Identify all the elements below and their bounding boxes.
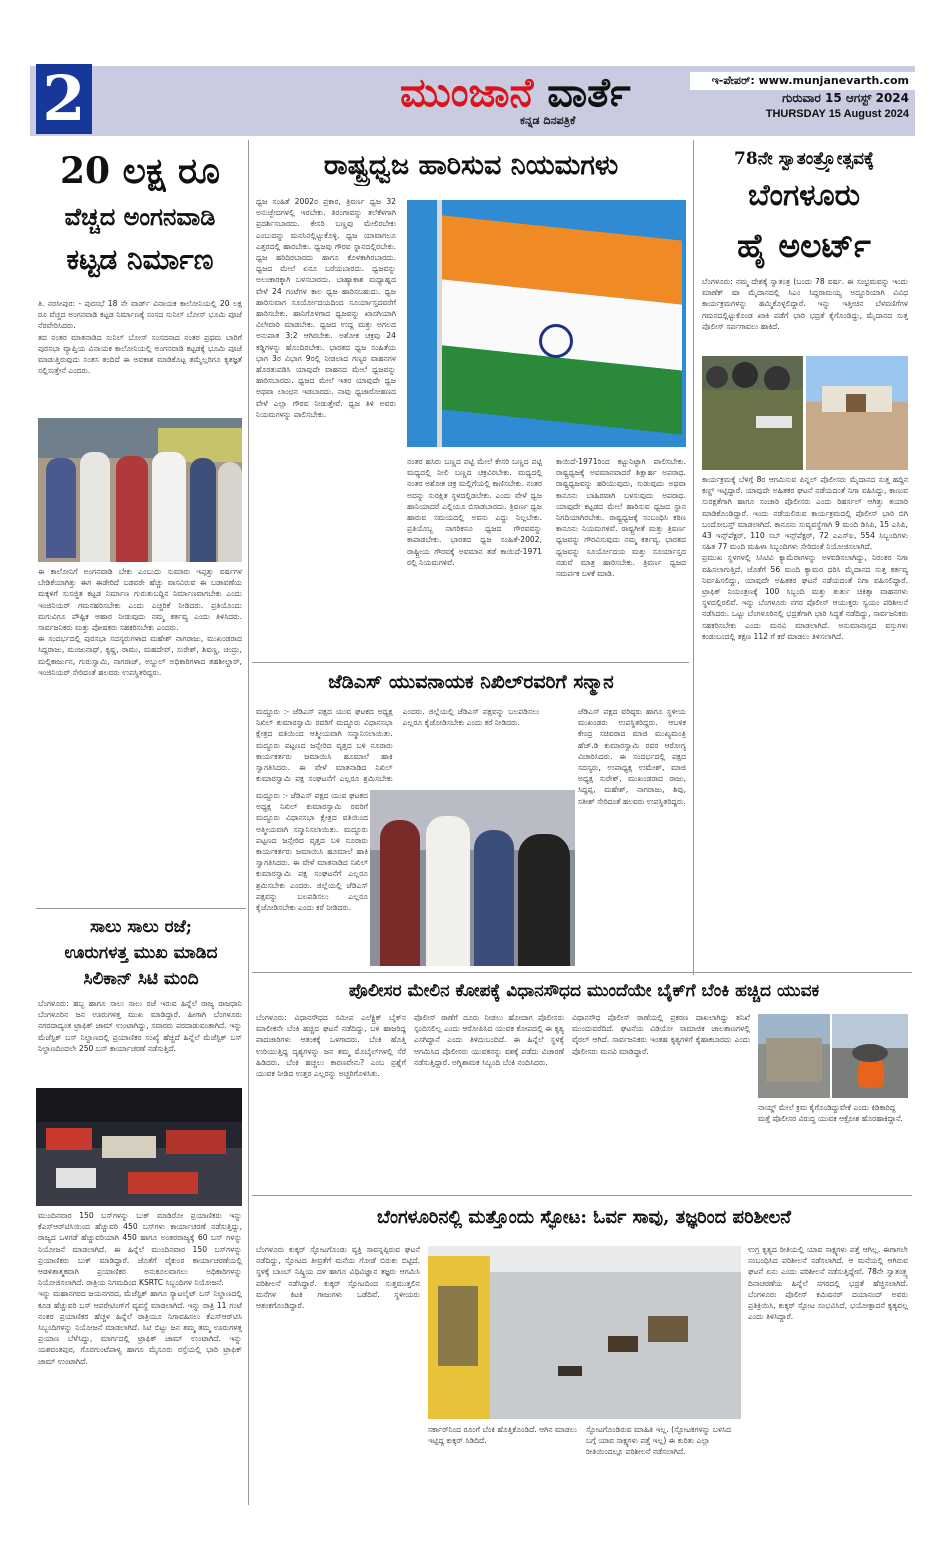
holiday-body: [38, 1210, 242, 1505]
brand-part-1: ಮುಂಜಾನೆ: [400, 70, 534, 116]
alert-para-3: ಪ್ರಮುಖ ಸ್ಥಳಗಳಲ್ಲಿ ಸಿಸಿಟಿವಿ ಕ್ಯಾಮೆರಾಗಳನ್ನು ಅಳವಡಿಸಲಾಗಿದ್ದು, ನಿರಂತರ ನಿಗಾ ವಹಿಸಲಾಗುತ್ತಿದೆ. ಜೊತೆಗೆ 56 ಮಂದಿ ಕ್ಯಾಮರ ಧರಿಸಿ ಮೈದಾನದ ಸುತ್ತ ಕರ್ತವ್ಯ ನಿರ್ವಹಿಸಲಿದ್ದು, ಯಾವುದೇ ಅಹಿತಕರ ಘಟನೆ ನಡೆಯದಂತೆ ನಿಗಾ ವಹಿಸಲಿದ್ದಾರೆ. ಟ್ರಾಫಿಕ್ ನಿಯಂತ್ರಣಕ್ಕೆ 100 ಸಿಬ್ಬಂದಿ ಮತ್ತು ತುರ್ತು ಚಿಕಿತ್ಸಾ ವಾಹನಗಳು ಸ್ಥಳದಲ್ಲಿರಲಿವೆ. ಇನ್ನು ಬೆಂಗಳೂರು ನಗರ ಪೊಲೀಸ್ ಆಯುಕ್ತರು ಸ್ವಯಂ ಪರಿಶೀಲನೆ ನಡೆಸಿದರು. ಒಟ್ಟು ಬೆಂಗಳೂರಿನಲ್ಲಿ ಭದ್ರತೆಗಾಗಿ ಭಾರಿ ಸಿದ್ಧತೆ ನಡೆದಿದ್ದು, ಸಾರ್ವಜನಿಕರು ಸಹಕರಿಸಬೇಕು ಎಂದು ಮನವಿ ಮಾಡಲಾಗಿದೆ. ಅನುಮಾನಾಸ್ಪದ ವಸ್ತುಗಳು ಕಂಡುಬಂದಲ್ಲಿ ತಕ್ಷಣ 112 ಗೆ ಕರೆ ಮಾಡಲು ತಿಳಿಸಲಾಗಿದೆ.: [702, 553, 908, 641]
column-rule: [693, 140, 694, 975]
blast-headline: ಬೆಂಗಳೂರಿನಲ್ಲಿ ಮತ್ತೊಂದು ಸ್ಫೋಟ: ಓರ್ವ ಸಾವು, ತಜ್ಞರಿಂದ ಪರಿಶೀಲನೆ: [376, 1207, 792, 1228]
bike-caption: ನಾಯ್ಡ್ ಮೇಲೆ ಕ್ರಮ ಕೈಗೊಂಡಿದ್ದುವೇಕೆ ಎಂದು ಕಿಡಿಕಾರಿದ್ದ ಮತ್ತೆ ಪೊಲೀಸರ ವಿರುದ್ಧ ಯುವಕ ಆಕ್ರೋಶ ಹೊರಹಾಕಿದ್ದಾನೆ.: [758, 1103, 903, 1124]
alert-body: [702, 474, 908, 968]
date-kannada: ಗುರುವಾರ 15 ಆಗಸ್ಟ್ 2024: [782, 91, 909, 105]
section-rule: [252, 972, 912, 973]
section-rule: [252, 662, 689, 663]
flag-col-1: ಧ್ವಜ ಸಂಹಿತೆ 2002ರ ಪ್ರಕಾರ, ತ್ರಿವರ್ಣ ಧ್ವಜ 32 ಅನುಚ್ಛೇದಗಳಲ್ಲಿ ಇರಬೇಕು. ತಿರಂಗಾವನ್ನು ತಲೆಕೆಳಗಾಗಿ ಪ್ರದರ್ಶಿಸಬಾರದು. ಕೇಸರಿ ಬಣ್ಣವು ಮೇಲಿರಬೇಕು ಎಂಬುದನ್ನು ಮನಸಿನಲ್ಲಿಟ್ಟುಕೊಳ್ಳಿ. ಧ್ವಜ ಯಾವಾಗಲೂ ಎತ್ತರದಲ್ಲಿ ಹಾರಬೇಕು. ಧ್ವಜವು ಗೌರವ ಸ್ಥಾನದಲ್ಲಿರಬೇಕು. ಧ್ವಜ ಹರಿದಿರಬಾರದು ಹಾಗೂ ಕೊಳಕಾಗಿರಬಾರದು. ಧ್ವಜದ ಮೇಲೆ ಏನೂ ಬರೆಯಬಾರದು. ಧ್ವಜವನ್ನು ಅಲಂಕಾರಕ್ಕಾಗಿ ಬಳಸಬಾರದು. ಬಾಹ್ಯಾಕಾಶ ಮಧ್ಯಾಹ್ನದ ವೇಳೆ 24 ಗಂಟೆಗಳ ಕಾಲ ಧ್ವಜ ಹಾರಿಸಬಹುದು. ಧ್ವಜ ಹಾರಿಸುವಾಗ ಸೂರ್ಯೋದಯದಿಂದ ಸೂರ್ಯಾಸ್ತದವರೆಗೆ ಹಾರಿಸಬೇಕು. ಹಾನಿಗೊಳಗಾದ ಧ್ವಜವನ್ನು ಖಾಸಗಿಯಾಗಿ ವಿಲೇವಾರಿ ಮಾಡಬೇಕು. ಧ್ವಜದ ಉದ್ದ ಮತ್ತು ಅಗಲದ ಅನುಪಾತ 3:2 ಆಗಿರಬೇಕು. ಅಶೋಕ ಚಕ್ರವು 24 ಕಡ್ಡಿಗಳನ್ನು ಹೊಂದಿರಬೇಕು. ಭಾರತದ ಧ್ವಜ ಸಂಹಿತೆಯ ಭಾಗ 3ರ ವಿಭಾಗ 9ರಲ್ಲಿ ನೀಡಲಾದ ಗಣ್ಯರ ವಾಹನಗಳ ಹೊರತುಪಡಿಸಿ ಯಾವುದೇ ವಾಹನದ ಮೇಲೆ ಧ್ವಜವನ್ನು ಹಾರಿಸಬಾರದು. ಧ್ವಜದ ಮೇಲೆ ಇತರ ಯಾವುದೇ ಧ್ವಜ ಅಥವಾ ಲಾಂಛನ ಇಡಬಾರದು. ನಾವು ಧ್ವಜಾರೋಹಣದ ವೇಳೆ ಎಲ್ಲಾ ಗೌರವ ನೀಡುತ್ತೇವೆ. ಧ್ವಜ ತಿಳಿ ಅವರು ನಿಯಮಗಳನ್ನು ಪಾಲಿಸಬೇಕು.: [256, 197, 396, 419]
page-number: 2: [36, 64, 92, 134]
anganwadi-headline-2: ವೆಚ್ಚದ ಅಂಗನವಾಡಿ: [64, 202, 216, 231]
traffic-photo: [36, 1088, 242, 1206]
blast-right-col: ಉಗ್ರ ಕೃತ್ಯದ ರೀತಿಯಲ್ಲಿ ಯಾವ ಸಾಕ್ಷ್ಯಗಳು ಪತ್ತೆ ಆಗಿಲ್ಲ. ಈಗಾಗಲೇ ಸಂಬಂಧಿಸಿದ ಪರಿಶೀಲನೆ ನಡೆಸಲಾಗಿದೆ. ಆ ಮನೆಯಲ್ಲಿ ಆಗಿರುವ ಘಟನೆ ಏನು ಎಂದು ಪರಿಶೀಲನೆ ನಡೆಸುತ್ತಿದ್ದೇವೆ. 78ನೇ ಸ್ವಾತಂತ್ರ್ಯ ದಿನಾಚರಣೆಯ ಹಿನ್ನೆಲೆ ನಗರದಲ್ಲಿ ಭದ್ರತೆ ಹೆಚ್ಚಿಸಲಾಗಿದೆ. ಬೆಂಗಳೂರು ಪೊಲೀಸ್ ಕಮಿಷನರ್ ದಯಾನಂದ್ ಅವರು ಪ್ರತಿಕ್ರಿಯಿಸಿ, ಕುಕ್ಕರ್ ಸ್ಫೋಟ ಸಂಭವಿಸಿದೆ, ಭಯೋತ್ಪಾದನೆ ಕೃತ್ಯವಲ್ಲ ಎಂದು ತಿಳಿಸಿದ್ದಾರೆ.: [748, 1245, 908, 1322]
epaper-url[interactable]: ಇ-ಪೇಪರ್: www.munjanevarth.com: [690, 72, 915, 90]
alert-para-1: ಬೆಂಗಳೂರು: ನಮ್ಮ ದೇಶಕ್ಕೆ ಸ್ವಾತಂತ್ರ (ಬಂದು 78 ವರ್ಷ. ಈ ಸಂಭ್ರಮವನ್ನು ಇಂದು ಮಾಣೆಕ್ ಷಾ ಮೈದಾನದಲ್ಲಿ ಸಿಎಂ ಸಿದ್ದರಾಮಯ್ಯ ಅದ್ದೂರಿಯಾಗಿ ವಿವಿಧ ಕಾರ್ಯಕ್ರಮಗಳನ್ನು ಹಮ್ಮಿಕೊಳ್ಳಲಿದ್ದಾರೆ. ಇನ್ನು ಇತ್ತೀಚಿನ ಬೆಳವಣಿಗೆಗಳ ಗಮನದಲ್ಲಿಟ್ಟುಕೊಂಡ ಖಾಕಿ ಪಡೆಗೆ ಭಾರಿ ಭದ್ರತೆ ಕೈಗೊಂಡಿದ್ದು, ಮೈದಾನದ ಸುತ್ತ ಪೊಲೀಸ್ ಸರ್ಪಗಾವಲು ಹಾಕಿದೆ.: [702, 277, 908, 331]
flag-photo: [407, 200, 686, 447]
blast-caption-right: ಸ್ಫೋಟಗೊಂಡಿರುವ ಮಾಹಿತಿ ಇಲ್ಲ. (ಸ್ಫೋಟಕಗಳನ್ನು ಬಳಸಿದ ಬಗ್ಗೆ ಯಾವ ಸಾಕ್ಷ್ಯಗಳು ಪತ್ತೆ ಇಲ್ಲ) ಈ ಕುರಿತು ಎಲ್ಲಾ ರೀತಿಯಿಂದಲ್ಲೂ ಪರಿಶೀಲನೆ ನಡೆಸಲಾಗಿದೆ.: [586, 1425, 731, 1457]
nikhil-left-col: ಮದ್ದೂರು :- ಜೆಡಿಎಸ್ ಪಕ್ಷದ ಯುವ ಘಟಕದ ಅಧ್ಯಕ್ಷ ನಿಖಿಲ್ ಕುಮಾರಸ್ವಾಮಿ ರವರಿಗೆ ಮದ್ದೂರು ವಿಧಾನಸಭಾ ಕ್ಷೇತ್ರದ ವತಿಯಿಂದ ಆತ್ಮೀಯವಾಗಿ ಸನ್ಮಾನಿಸಲಾಯಿತು. ಮದ್ದೂರು ಪಟ್ಟಣದ ಜನ್ಸೇರಿದ ವೃತ್ತದ ಬಳಿ ನೂರಾರು ಕಾರ್ಯಕರ್ತರು ಜಮಾಯಿಸಿ ಹೂಮಾಲೆ ಹಾಕಿ ಸ್ವಾಗತಿಸಿದರು. ಈ ವೇಳೆ ಮಾತನಾಡಿದ ನಿಖಿಲ್ ಕುಮಾರಸ್ವಾಮಿ ಪಕ್ಷ ಸಂಘಟನೆಗೆ ಎಲ್ಲರೂ ಶ್ರಮಿಸಬೇಕು ಎಂದರು. ಜಿಲ್ಲೆಯಲ್ಲಿ ಜೆಡಿಎಸ್ ಪಕ್ಷವನ್ನು ಬಲಪಡಿಸಲು ಎಲ್ಲರೂ ಕೈಜೋಡಿಸಬೇಕು ಎಂದು ಕರೆ ನೀಡಿದರು.: [256, 791, 368, 913]
alert-headline-1: 78ನೇ ಸ್ವಾತಂತ್ರ್ಯೋತ್ಸವಕ್ಕೆ: [734, 149, 874, 169]
anganwadi-intro: [38, 298, 242, 416]
alert-headline-3: ಹೈ ಅಲರ್ಟ್: [737, 226, 871, 265]
holiday-para-3: ಇನ್ನು ಮಹಾನಗರದ ಜಯನಗರದ, ಮೆಜೆಸ್ಟಿಕ್ ಹಾಗೂ ಸ್ಯಾಟಲೈಟ್ ಬಸ್ ನಿಲ್ದಾಣದಲ್ಲಿ ಕೂಡ ಹೆಚ್ಚುವರಿ ಬಸ್ ಆಪರೇಟಿಂಗ್‌ಗೆ ವ್ಯವಸ್ಥೆ ಮಾಡಲಾಗಿದೆ. ಇನ್ನು ರಾತ್ರಿ 11 ಗಂಟೆ ನಂತರ ಪ್ರಯಾಣಿಕರ ಹೆಚ್ಚಳ ಹಿನ್ನೆಲೆ ರಾತ್ರಿಯೂ ನಿಗಾವಹಿಸಲು ಕೆಎಸ್ಆರ್‌ಟಿಸಿ ಸಿಬ್ಬಂದಿಗಳನ್ನು ನಿಯೋಜನೆ ಮಾಡಲಾಗಿದೆ. ಸಿಟಿ ಬಿಟ್ಟು ಜನ ತಮ್ಮ ತಮ್ಮ ಊರುಗಳತ್ತ ಪ್ರಯಾಣ ಬೆಳೆಸಿದ್ದು, ಮಾರ್ಗದಲ್ಲಿ ಟ್ರಾಫಿಕ್ ಜಾಮ್ ಉಂಟಾಗಿದೆ. ಇನ್ನು ಯಶವಂತಪುರ, ಗೊರಗುಂಟೆಪಾಳ್ಯ ಹಾಗೂ ಮೈಸೂರು ರಸ್ತೆಯಲ್ಲಿ ಭಾರಿ ಟ್ರಾಫಿಕ್ ಜಾಮ್ ಉಂಟಾಗಿದೆ.: [38, 1289, 242, 1366]
newspaper-tagline: ಕನ್ನಡ ದಿನಪತ್ರಿಕೆ: [520, 114, 576, 127]
anganwadi-para-4: ಈ ಸಂದರ್ಭದಲ್ಲಿ ಪುರಸಭಾ ಸದಸ್ಯರುಗಳಾದ ಮಹೇಶ್ ನಾಗರಾಜು, ಮುಖಂಡರಾದ ಸಿದ್ದರಾಜು, ಮಂಜುನಾಥ್, ಕೃಷ್ಣ, ರಾಮು, ಮಹದೇವ್, ಸುರೇಶ್, ಶಿವಣ್ಣ, ಚಂದ್ರು, ಮಲ್ಲಿಕಾರ್ಜುನ, ಗುರುಸ್ವಾಮಿ, ನಾಗರಾಜ್, ಅಬ್ದುಲ್ ಅಧಿಕಾರಿಗಳಾದ ತಹಶೀಲ್ದಾರ್, ಇಂಜಿನಿಯರ್ ಸೇರಿದಂತೆ ಹಲವರು ಉಪಸ್ಥಿತರಿದ್ದರು.: [38, 634, 242, 677]
anganwadi-para-1: ತಿ. ನರಸೀಪುರ: - ಪುರಸಭೆ 18 ನೇ ವಾರ್ಡ್ ವಿನಾಯಕ ಕಾಲೋನಿಯಲ್ಲಿ 20 ಲಕ್ಷ ರೂ ವೆಚ್ಚದ ಅಂಗನವಾಡಿ ಕಟ್ಟಡ ನಿರ್ಮಾಣಕ್ಕೆ ಸಂಸದ ಸುನಿಲ್ ಬೋಸ್ ಭೂಮಿ ಪೂಜೆ ನೆರವೇರಿಸಿದರು.: [38, 299, 242, 331]
holiday-headline-3: ಸಿಲಿಕಾನ್ ಸಿಟಿ ಮಂದಿ: [83, 969, 199, 989]
nikhil-intro: ಮದ್ದೂರು :- ಜೆಡಿಎಸ್ ಪಕ್ಷದ ಯುವ ಘಟಕದ ಅಧ್ಯಕ್ಷ ನಿಖಿಲ್ ಕುಮಾರಸ್ವಾಮಿ ರವರಿಗೆ ಮದ್ದೂರು ವಿಧಾನಸಭಾ ಕ್ಷೇತ್ರದ ವತಿಯಿಂದ ಆತ್ಮೀಯವಾಗಿ ಸನ್ಮಾನಿಸಲಾಯಿತು. ಮದ್ದೂರು ಪಟ್ಟಣದ ಜನ್ಸೇರಿದ ವೃತ್ತದ ಬಳಿ ನೂರಾರು ಕಾರ್ಯಕರ್ತರು ಜಮಾಯಿಸಿ ಹೂಮಾಲೆ ಹಾಕಿ ಸ್ವಾಗತಿಸಿದರು. ಈ ವೇಳೆ ಮಾತನಾಡಿದ ನಿಖಿಲ್ ಕುಮಾರಸ್ವಾಮಿ ಪಕ್ಷ ಸಂಘಟನೆಗೆ ಎಲ್ಲರೂ ಶ್ರಮಿಸಬೇಕು ಎಂದರು. ಜಿಲ್ಲೆಯಲ್ಲಿ ಜೆಡಿಎಸ್ ಪಕ್ಷವನ್ನು ಬಲಪಡಿಸಲು ಎಲ್ಲರೂ ಕೈಜೋಡಿಸಬೇಕು ಎಂದು ಕರೆ ನೀಡಿದರು.: [256, 707, 540, 784]
anganwadi-para-2: ತದ ನಂತರ ಮಾತನಾಡಿದ ಸುನಿಲ್ ಬೋಸ್ ಸಂಸದನಾದ ನಂತರ ಪ್ರಥಮ ಬಾರಿಗೆ ಪುರಸಭಾ ವ್ಯಾಪ್ತಿಯ ವಿನಾಯಕ ಕಾಲೋನಿಯಲ್ಲಿ ಅಂಗನವಾಡಿ ಕಟ್ಟಡಕ್ಕೆ ಭೂಮಿ ಪೂಜೆ ಮಾಡುತ್ತಿರುವುದು ಸಂತಸ ತಂದಿದೆ ಈ ಅವಕಾಶ ಮಾಡಿಕೊಟ್ಟ ತಮ್ಮೆಲ್ಲರಿಗೂ ಕೃತಜ್ಞತೆ ಸಲ್ಲಿಸುತ್ತೇನೆ ಎಂದರು.: [38, 332, 242, 376]
bike-col-3: ವಿಧಾನಸೌಧ ಪೊಲೀಸ್ ಠಾಣೆಯಲ್ಲಿ ಪ್ರಕರಣ ದಾಖಲಾಗಿದ್ದು ತನಿಖೆ ಮುಂದುವರೆದಿದೆ. ಘಟನೆಯ ವಿಡಿಯೋ ಸಾಮಾಜಿಕ ಜಾಲತಾಣಗಳಲ್ಲಿ ವೈರಲ್ ಆಗಿದೆ. ಸಾರ್ವಜನಿಕರು ಇಂತಹ ಕೃತ್ಯಗಳಿಗೆ ಕೈಹಾಕಬಾರದು ಎಂದು ಪೊಲೀಸರು ಮನವಿ ಮಾಡಿದ್ದಾರೆ.: [572, 1013, 750, 1056]
flag-headline: ರಾಷ್ಟ್ರಧ್ವಜ ಹಾರಿಸುವ ನಿಯಮಗಳು: [323, 150, 619, 181]
section-rule: [36, 908, 246, 909]
flag-col-2: ನಂತರ ಹಸಿರು ಬಣ್ಣದ ಪಟ್ಟಿ ಮೇಲೆ ಕೇಸರಿ ಬಣ್ಣದ ಪಟ್ಟಿ ಮಧ್ಯದಲ್ಲಿ ನೀಲಿ ಬಣ್ಣದ ಚಕ್ರವಿರಬೇಕು. ಮಧ್ಯದಲ್ಲಿ ನಂತರ ಅಶೋಕ ಚಕ್ರ ಮಲ್ಲಿಗೆಯಲ್ಲಿ ಕಾಣಿಸಬೇಕು. ನಂತರ ಅದನ್ನು ಸುರಕ್ಷಿತ ಸ್ಥಳದಲ್ಲಿಡಬೇಕು. ಎಂದು ವೇಳೆ ಧ್ವಜ ಹಾನಿಯಾದರೆ ಎಲ್ಲಿಯೂ ಬಿಸಾಡಬಾರದು. ತ್ರಿವರ್ಣ ಧ್ವಜ ಹಾರುವ ಸಮಯದಲ್ಲಿ ಅವನು ಎದ್ದು ನಿಲ್ಲಬೇಕು. ಪ್ರತಿಯೊಬ್ಬ ನಾಗರಿಕನೂ ಧ್ವಜದ ಗೌರವವನ್ನು ಕಾಪಾಡಬೇಕು. ಭಾರತದ ಧ್ವಜ ಸಂಹಿತೆ-2002, ರಾಷ್ಟ್ರೀಯ ಗೌರವಕ್ಕೆ ಅವಮಾನ ತಡೆ ಕಾಯಿದೆ-1971 ರಲ್ಲಿ ನಿಯಮಗಳಿವೆ.: [407, 457, 542, 567]
column-rule: [248, 975, 249, 1505]
holiday-para-1: ಬೆಂಗಳೂರು: ಹಬ್ಬ ಹಾಗೂ ಸಾಲು ಸಾಲು ರಜೆ ಇರುವ ಹಿನ್ನೆಲೆ ರಾಜ್ಯ ರಾಜಧಾನಿ ಬೆಂಗಳೂರಿನ ಜನ ಊರುಗಳತ್ತ ಮುಖ ಮಾಡಿದ್ದಾರೆ. ಹೀಗಾಗಿ ಬೆಂಗಳೂರು ನಗರದಾದ್ಯಂತ ಟ್ರಾಫಿಕ್ ಜಾಮ್ ಉಂಟಾಗಿದ್ದು, ಸವಾರರು ಪರದಾಡುವಂತಾಗಿದೆ. ಇನ್ನು ಮೆಜೆಸ್ಟಿಕ್ ಬಸ್ ನಿಲ್ದಾಣದಲ್ಲಿ ಪ್ರಯಾಣಿಕರ ಸಂಖ್ಯೆ ಹೆಚ್ಚಿದೆ ಹಿನ್ನೆಲೆ ಮೆಜೆಸ್ಟಿಕ್ ಬಸ್ ನಿಲ್ದಾಣದಿಂದಲೇ 250 ಬಸ್ ಕಾರ್ಯಾಚರಣೆ ನಡೆಸುತ್ತಿದೆ.: [38, 999, 242, 1053]
anganwadi-photo: [38, 418, 242, 562]
alert-headline-2: ಬೆಂಗಳೂರು: [747, 178, 861, 213]
bike-headline: ಪೊಲೀಸರ ಮೇಲಿನ ಕೋಪಕ್ಕೆ ವಿಧಾನಸೌಧದ ಮುಂದೆಯೇ ಬೈಕ್‌ಗೆ ಬೆಂಕಿ ಹಚ್ಚಿದ ಯುವಕ: [348, 981, 820, 1001]
nikhil-right-col: ಜೆಡಿಎಸ್ ಪಕ್ಷದ ವರಿಷ್ಠರು ಹಾಗೂ ಸ್ಥಳೀಯ ಮುಖಂಡರು ಉಪಸ್ಥಿತರಿದ್ದರು. ಆಬಳಿಕ ಕೇಂದ್ರ ಸಚಿವರಾದ ಮಾಜಿ ಮುಖ್ಯಮಂತ್ರಿ ಹೆಚ್.ಡಿ ಕುಮಾರಸ್ವಾಮಿ ರವರ ಆರೋಗ್ಯ ವಿಚಾರಿಸಿದರು. ಈ ಸಂದರ್ಭದಲ್ಲಿ ಪಕ್ಷದ ಸದಸ್ಯರು, ಉಪಾಧ್ಯಕ್ಷ ಉಮೇಶ್, ಮಾಜಿ ಅಧ್ಯಕ್ಷ ಸುರೇಶ್, ಮುಖಂಡರಾದ ರಾಜು, ಸಿದ್ದಪ್ಪ, ಮಹೇಶ್, ನಾಗರಾಜು, ಶಿವು, ಸತೀಶ್ ಸೇರಿದಂತೆ ಹಲವರು ಉಪಸ್ಥಿತರಿದ್ದರು.: [578, 707, 686, 806]
bike-fire-photo: [832, 1014, 908, 1098]
section-rule: [252, 1195, 912, 1196]
flag-col-3: ಕಾಯಿದೆ-1971ರಿಂದ ಕಟ್ಟುನಿಟ್ಟಾಗಿ ಪಾಲಿಸಬೇಕು. ರಾಷ್ಟ್ರಧ್ವಜಕ್ಕೆ ಅವಮಾನವಾದರೆ ಶಿಕ್ಷಾರ್ಹ ಅಪರಾಧ. ರಾಷ್ಟ್ರಧ್ವಜವನ್ನು ಹರಿಯುವುದು, ಸುಡುವುದು ಅಥವಾ ಕಾನೂನು ಬಾಹಿರವಾಗಿ ಬಳಸುವುದು ಅಪರಾಧ. ಯಾವುದೇ ಕಟ್ಟಡದ ಮೇಲೆ ಹಾರಿಸುವ ಧ್ವಜದ ಸ್ಥಾನ ನಿಗದಿಯಾಗಿರಬೇಕು. ರಾಷ್ಟ್ರಧ್ವಜಕ್ಕೆ ಸಂಬಂಧಿಸಿ ಕಠಿಣ ಕಾನೂನು ನಿಯಮಗಳಿವೆ. ರಾಷ್ಟ್ರಗೀತೆ ಮತ್ತು ತ್ರಿವರ್ಣ ಧ್ವಜವನ್ನು ಗೌರವಿಸುವುದು ನಮ್ಮ ಕರ್ತವ್ಯ. ಭಾರತದ ಧ್ವಜವನ್ನು ಸೂರ್ಯೋದಯ ಮತ್ತು ಸೂರ್ಯಾಸ್ತದ ನಡುವೆ ಮಾತ್ರ ಹಾರಿಸಬೇಕು. ತ್ರಿವರ್ಣ ಧ್ವಜದ ಸಮರ್ಪಕ ಬಳಕೆ ಮಾಡಿ.: [556, 457, 686, 579]
holiday-para-2: ಮುಂದಿನವಾರ 150 ಬಸ್‌ಗಳನ್ನು ಬುಕ್ ಮಾಡಿರೋ ಪ್ರಯಾಣಿಕರು ಇನ್ನು ಕೆಎಸ್ಆರ್‌ಟಿಸಿಯಿಂದ ಹೆಚ್ಚುವರಿ 450 ಬಸ್‌ಗಳು ಕಾರ್ಯಾಚರಣೆ ನಡೆಸುತ್ತಿದ್ದು, ರಾಜ್ಯದ ಒಳಗಡೆ ಹೆಚ್ಚುವರಿಯಾಗಿ 450 ಹಾಗೂ ಅಂತರರಾಜ್ಯಕ್ಕೆ 60 ಬಸ್ ಗಳನ್ನು ನಿಯೋಜನೆ ಮಾಡಲಾಗಿದೆ. ಈ ಹಿನ್ನೆಲೆ ಮುಂದಿನವಾರ 150 ಬಸ್‌ಗಳನ್ನು ಪ್ರಯಾಣಿಕರು ಬುಕ್ ಮಾಡಿದ್ದಾರೆ. ಜೊತೆಗೆ ವೈಕುಂಠ ಕಾರ್ಯಾಚರಣೆಯಲ್ಲಿ ಆಡಳಿತಾತ್ಮಕವಾಗಿ ಪ್ರಯಾಣಿಕರ ಅನುಕೂಲವಾಗಲು ಅಧಿಕಾರಿಗಳನ್ನು ನಿಯೋಜಿಸಲಾಗಿದೆ. ರಾತ್ರಿಯ ನಿಗಮದಿಂದ KSRTC ಸಿಬ್ಬಂದಿಗಳ ನಿಯೋಜನೆ.: [38, 1211, 242, 1288]
alert-para-2: ಕಾರ್ಯಕ್ರಮಕ್ಕೆ ಬೆಳಿಗ್ಗೆ 8ರ ಆಗಮಿಸುವ ಪಿನ್ನಲ್ ಪೊಲೀಸರು ಮೈದಾನದ ಸುತ್ತ ಹದ್ದಿನ ಕಣ್ಣ್ ಇಟ್ಟಿದ್ದಾರೆ. ಯಾವುದೇ ಅಹಿತಕರ ಘಟನೆ ನಡೆಯದಂತೆ ನಿಗಾ ವಹಿಸಿದ್ದು, ಕಾಣುವ ಸುರಕ್ಷತೆಗಾಗಿ ಹಾಗೂ ಸಂಚಾರಿ ಪೊಲೀಸರು ಎಂದು ರಿಹರ್ಸಲ್ ಆಗಿತ್ತು ತಯಾರಿ ಮಾಡಿಕೊಂಡಿದ್ದಾರೆ. ಇಂದು ನಡೆಯಲಿರುವ ಕಾರ್ಯಕ್ರಮದಲ್ಲಿ ಪೊಲೀಸ್ ಭಾರಿ ಬಿಗಿ ಬಂದೋಬಸ್ತ್ ಮಾಡಲಾಗಿದೆ. ಕಾನೂನು ಸುವ್ಯವಸ್ಥೆಗಾಗಿ 9 ಮಂದಿ ಡಿಸಿಪಿ, 15 ಎಸಿಪಿ, 43 ಇನ್ಸ್‌ಪೆಕ್ಟರ್, 110 ಸಬ್ ಇನ್ಸ್‌ಪೆಕ್ಟರ್, 72 ಎಎಸ್ಐ, 554 ಸಿಬ್ಬಂದಿಗಳು ಸಹಿತ 77 ಮಂದಿ ಮಹಿಳಾ ಸಿಬ್ಬಂದಿಗಳು ಸೇರಿದಂತೆ ನಿಯೋಜಿಸಲಾಗಿದೆ.: [702, 475, 908, 552]
bike-col-1: ಬೆಂಗಳೂರು: ವಿಧಾನಸೌಧದ ಸಮೀಪ ಎಲೆಕ್ಟ್ರಿಕ್ ಬೈಕ್‌ನ ಮಾಲೀಕನೇ ಬೆಂಕಿ ಹಚ್ಚಿದ ಘಟನೆ ನಡೆದಿದ್ದು, ಬಳಿ ಹಾಜರಿದ್ದ ಪಾದಚಾರಿಗಳು ಆತಂಕಕ್ಕೆ ಒಳಗಾದರು. ಬೆಂಕಿ ಹೊತ್ತಿ ಉರಿಯುತ್ತಿದ್ದ ದೃಶ್ಯಗಳನ್ನು ಜನ ತಮ್ಮ ಮೊಬೈಲ್‌ಗಳಲ್ಲಿ ಸೆರೆ ಹಿಡಿದರು. ಬೆಂಕಿ ಹಚ್ಚಲು ಕಾರಣವೇನು? ಎಂಬ ಪ್ರಶ್ನೆಗೆ ಯುವಕ ನೀಡಿದ ಉತ್ತರ ಎಲ್ಲರನ್ನು ಅಚ್ಚರಿಗೊಳಿಸಿತು.: [256, 1013, 406, 1079]
bike-col-2: ಪೊಲೀಸ್ ಠಾಣೆಗೆ ದೂರು ನೀಡಲು ಹೋದಾಗ ಪೊಲೀಸರು ಸ್ಪಂದಿಸಲಿಲ್ಲ ಎಂದು ಆರೋಪಿಸಿದ ಯುವಕ ಕೋಪದಲ್ಲಿ ಈ ಕೃತ್ಯ ಎಸಗಿದ್ದಾನೆ ಎಂದು ತಿಳಿದುಬಂದಿದೆ. ಈ ಹಿನ್ನೆಲೆ ಸ್ಥಳಕ್ಕೆ ಆಗಮಿಸಿದ ಪೊಲೀಸರು ಯುವಕನನ್ನು ವಶಕ್ಕೆ ಪಡೆದು ವಿಚಾರಣೆ ನಡೆಸುತ್ತಿದ್ದಾರೆ. ಅಗ್ನಿಶಾಮಕ ಸಿಬ್ಬಂದಿ ಬೆಂಕಿ ನಂದಿಸಿದರು.: [414, 1013, 564, 1067]
ground-photo: [806, 356, 908, 470]
blast-caption-left: ಸರ್ಕಾರ್‌ನಿಂದ ರೂಂಗೆ ಬೆಂಕಿ ಹೊತ್ತಿಕೊಂಡಿದೆ. ಆಗಿನ ಮಾಡಲು ಇಟ್ಟಿದ್ದ ಕುಕ್ಕರ್ ಸಿಡಿದಿದೆ.: [428, 1425, 578, 1446]
anganwadi-body: [38, 566, 242, 906]
anganwadi-headline-1: 20 ಲಕ್ಷ ರೂ: [59, 150, 221, 192]
holiday-headline-2: ಊರುಗಳತ್ತ ಮುಖ ಮಾಡಿದ: [64, 943, 218, 963]
nikhil-headline: ಜೆಡಿಎಸ್ ಯುವನಾಯಕ ನಿಖಿಲ್‌ರವರಿಗೆ ಸನ್ಮಾನ: [328, 671, 614, 693]
blast-left-col: ಬೆಂಗಳೂರು ಕುಕ್ಕರ್ ಸ್ಫೋಟಗೊಂಡು ವ್ಯಕ್ತಿ ಸಾವನ್ನಪ್ಪಿರುವ ಘಟನೆ ನಡೆದಿದ್ದು, ಸ್ಫೋಟದ ತೀವ್ರತೆಗೆ ಮನೆಯ ಗೋಡೆ ಬಿರುಕು ಬಿಟ್ಟಿದೆ. ಸ್ಥಳಕ್ಕೆ ಬಾಂಬ್ ನಿಷ್ಕ್ರಿಯ ದಳ ಹಾಗೂ ವಿಧಿವಿಜ್ಞಾನ ತಜ್ಞರು ಆಗಮಿಸಿ ಪರಿಶೀಲನೆ ನಡೆಸಿದ್ದಾರೆ. ಕುಕ್ಕರ್ ಸ್ಫೋಟದಿಂದ ಸುತ್ತಮುತ್ತಲಿನ ಮನೆಗಳ ಕಿಟಕಿ ಗಾಜುಗಳು ಒಡೆದಿವೆ. ಸ್ಥಳೀಯರು ಆತಂಕಗೊಂಡಿದ್ದಾರೆ.: [256, 1245, 420, 1311]
column-rule: [248, 140, 249, 975]
newspaper-title: [400, 70, 660, 116]
blast-photo: [428, 1246, 741, 1419]
holiday-headline-1: ಸಾಲು ಸಾಲು ರಜೆ;: [89, 917, 193, 937]
date-english: THURSDAY 15 August 2024: [765, 108, 909, 120]
nikhil-photo: [370, 790, 575, 966]
police-photo: [702, 356, 803, 470]
brand-part-2: ವಾರ್ತೆ: [547, 70, 631, 116]
anganwadi-para-3: ಈ ಕಾಲೋನಿಗೆ ಅಂಗನವಾಡಿ ಬೇಕು ಎಂಬುದು ಸುಮಾರು ಇಪ್ಪತ್ತು ವರ್ಷಗಳ ಬೇಡಿಕೆಯಾಗಿತ್ತು ಈಗ ಈಡೇರಿದೆ ಬಡವರೇ ಹೆಚ್ಚು ವಾಸವಿರುವ ಈ ಬಡಾವಣೆಯ ಮಕ್ಕಳಿಗೆ ಸುಸಜ್ಜಿತ ಕಟ್ಟಡ ನಿರ್ಮಾಣ ಗುರುತುಬದ್ದಿನ ನಿರ್ಮಾಣವಾಗಬೇಕು ಎಂದು ಇಂಜಿನಿಯರ್ ಗಮನಹರಿಸಬೇಕು ಎಂದು ಎಚ್ಚರಿಕೆ ನೀಡಿದರು. ಪ್ರತಿಯೊಂದು ಮಗುವಿಗೂ ಪೌಷ್ಟಿಕ ಆಹಾರ ನೀಡುವುದು ನಮ್ಮ ಕರ್ತವ್ಯ ಎಂದು ತಿಳಿಸಿದರು. ಸಾರ್ವಜನಿಕರು ಮತ್ತು ಪೋಷಕರು ಸಹಕರಿಸಬೇಕು ಎಂದರು.: [38, 567, 242, 633]
anganwadi-headline-3: ಕಟ್ಟಡ ನಿರ್ಮಾಣ: [66, 243, 214, 276]
vidhanasoudha-photo: [758, 1014, 830, 1098]
